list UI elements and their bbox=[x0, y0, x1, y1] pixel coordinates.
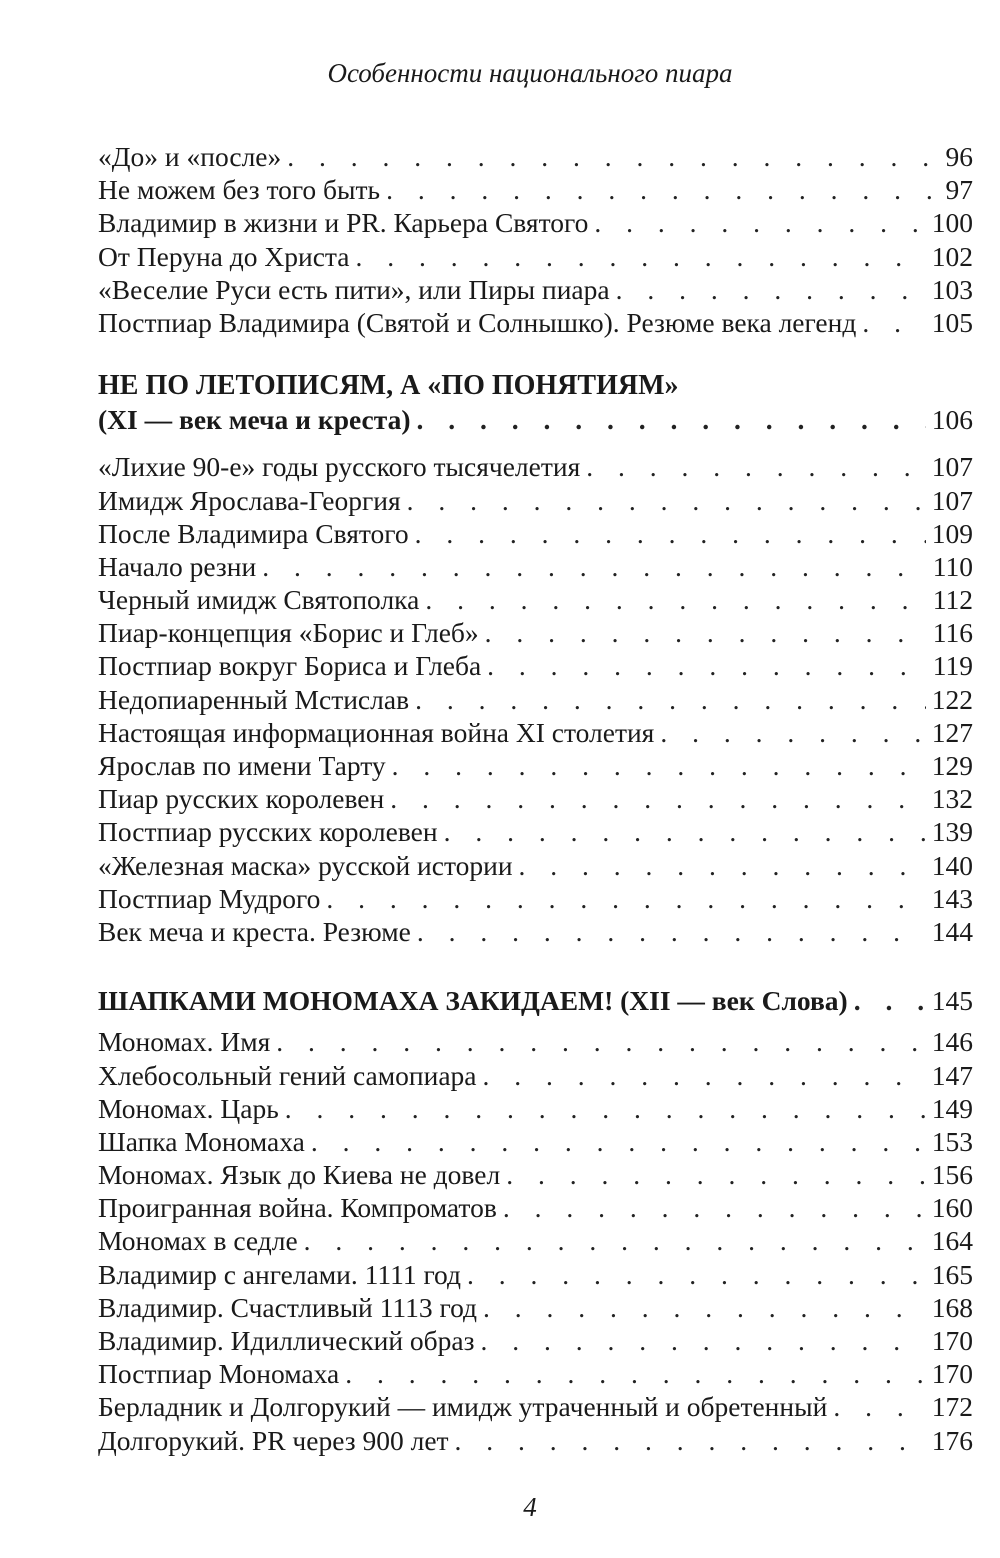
dot-leader bbox=[483, 1059, 926, 1092]
toc-entry[interactable] bbox=[98, 1059, 973, 1092]
toc-entry-page: 176 bbox=[931, 1424, 973, 1456]
toc-entry-title: Недопиаренный Мстислав bbox=[98, 683, 410, 715]
toc-entry-page: 168 bbox=[931, 1291, 973, 1323]
section-entries bbox=[98, 1025, 973, 1456]
toc-entry-title: Настоящая информационная война XI столетия bbox=[98, 716, 655, 748]
toc-entry[interactable] bbox=[98, 1224, 973, 1257]
toc-entry[interactable] bbox=[98, 484, 973, 517]
toc-entry-page: 102 bbox=[931, 240, 973, 272]
dot-leader bbox=[660, 716, 925, 749]
toc-entry-title: Хлебосольный гений самопиара bbox=[98, 1059, 477, 1091]
toc-entry-title: Не можем без того быть bbox=[98, 174, 381, 206]
toc-entry[interactable] bbox=[98, 1424, 973, 1457]
section-subtitle: (XI — век меча и креста) bbox=[98, 404, 411, 436]
dot-leader bbox=[862, 306, 925, 339]
toc-entry-title: Начало резни bbox=[98, 550, 257, 582]
toc-entry-page: 97 bbox=[945, 174, 973, 206]
toc-entry-page: 146 bbox=[931, 1026, 973, 1058]
dot-leader bbox=[415, 517, 926, 550]
toc-entry-title: «До» и «после» bbox=[98, 141, 282, 172]
toc-entry-title: Мономах. Язык до Киева не довел bbox=[98, 1159, 501, 1191]
toc-entry[interactable] bbox=[98, 1357, 973, 1390]
toc-entry-page: 105 bbox=[931, 306, 973, 338]
toc-entry[interactable] bbox=[98, 915, 973, 948]
section-title[interactable]: НЕ ПО ЛЕТОПИСЯМ, А «ПО ПОНЯТИЯМ» bbox=[98, 370, 679, 402]
toc-entry-title: Владимир в жизни и PR. Карьера Святого bbox=[98, 207, 589, 239]
page-number: 4 bbox=[523, 1492, 537, 1522]
toc-entry-title: Мономах в седле bbox=[98, 1225, 298, 1257]
toc-entry-page: 144 bbox=[931, 915, 973, 947]
toc-entry-title: После Владимира Святого bbox=[98, 517, 409, 549]
dot-leader bbox=[444, 815, 926, 848]
toc-entry-title: Постпиар русских королевен bbox=[98, 816, 438, 848]
toc-entry[interactable] bbox=[98, 815, 973, 848]
toc-entry[interactable] bbox=[98, 1291, 973, 1324]
toc-entry[interactable] bbox=[98, 882, 973, 915]
toc-entry-page: 153 bbox=[931, 1125, 973, 1157]
dot-leader bbox=[417, 403, 926, 436]
section-page: 106 bbox=[931, 404, 973, 436]
dot-leader bbox=[586, 450, 926, 483]
running-head: Особенности национального пиара bbox=[327, 58, 733, 88]
toc-entry-page: 164 bbox=[931, 1225, 973, 1257]
dot-leader bbox=[425, 583, 926, 616]
table-of-contents bbox=[98, 140, 973, 1457]
toc-entry-page: 109 bbox=[931, 517, 973, 549]
toc-entry-title: Берладник и Долгорукий — имидж утраченный и обретенный bbox=[98, 1391, 828, 1423]
toc-entry-title: Владимир с ангелами. 1111 год bbox=[98, 1258, 462, 1290]
toc-entry-title: Пиар-концепция «Борис и Глеб» bbox=[98, 617, 479, 649]
toc-entry[interactable] bbox=[98, 849, 973, 882]
toc-entry[interactable] bbox=[98, 749, 973, 782]
section-title: ШАПКАМИ МОНОМАХА ЗАКИДАЕМ! (XII — век Слова) bbox=[98, 985, 848, 1017]
toc-entry-page: 165 bbox=[931, 1258, 973, 1290]
toc-entry[interactable] bbox=[98, 306, 973, 339]
toc-entry-title: От Перуна до Христа bbox=[98, 240, 350, 272]
toc-entry[interactable] bbox=[98, 649, 973, 682]
toc-entry[interactable] bbox=[98, 583, 973, 616]
section-subtitle-entry[interactable] bbox=[98, 403, 973, 436]
toc-entry-page: 110 bbox=[932, 550, 973, 582]
toc-entry-page: 116 bbox=[932, 617, 973, 649]
dot-leader bbox=[355, 240, 925, 273]
toc-entry-page: 143 bbox=[931, 882, 973, 914]
toc-entry-page: 149 bbox=[931, 1092, 973, 1124]
toc-entry[interactable] bbox=[98, 273, 973, 306]
toc-entry-page: 170 bbox=[931, 1358, 973, 1390]
toc-entry[interactable] bbox=[98, 782, 973, 815]
toc-entry[interactable] bbox=[98, 1191, 973, 1224]
toc-entry[interactable] bbox=[98, 1390, 973, 1423]
dot-leader bbox=[311, 1125, 926, 1158]
toc-entry[interactable] bbox=[98, 206, 973, 239]
dot-leader bbox=[287, 140, 931, 173]
toc-entry[interactable] bbox=[98, 517, 973, 550]
toc-entry[interactable] bbox=[98, 1092, 973, 1125]
toc-entry-page: 172 bbox=[931, 1391, 973, 1423]
toc-entry[interactable] bbox=[98, 683, 973, 716]
toc-entry-title: Долгорукий. PR через 900 лет bbox=[98, 1424, 449, 1456]
toc-entry-title: Век меча и креста. Резюме bbox=[98, 915, 411, 947]
toc-entry-page: 96 bbox=[945, 141, 973, 172]
toc-entry-page: 119 bbox=[932, 650, 973, 682]
toc-entry-page: 140 bbox=[931, 849, 973, 881]
toc-entry[interactable] bbox=[98, 173, 973, 206]
section-page: 145 bbox=[931, 985, 973, 1017]
dot-leader bbox=[485, 616, 927, 649]
toc-entry[interactable] bbox=[98, 1258, 973, 1291]
section-xi-century bbox=[98, 369, 973, 948]
dot-leader bbox=[386, 173, 931, 206]
toc-entry-title: Постпиар Владимира (Святой и Солнышко). Резюме века легенд bbox=[98, 306, 857, 338]
section-title-entry[interactable] bbox=[98, 984, 973, 1017]
toc-entry-page: 112 bbox=[932, 584, 973, 616]
dot-leader bbox=[390, 782, 926, 815]
toc-entry[interactable] bbox=[98, 450, 973, 483]
toc-entry-page: 107 bbox=[931, 451, 973, 483]
toc-entry[interactable] bbox=[98, 616, 973, 649]
dot-leader bbox=[326, 882, 925, 915]
toc-entry-title: Постпиар вокруг Бориса и Глеба bbox=[98, 650, 482, 682]
toc-entry-title: Владимир. Счастливый 1113 год bbox=[98, 1291, 478, 1323]
toc-entry-title: «Лихие 90-е» годы русского тысячелетия bbox=[98, 451, 581, 483]
toc-entry-title: Постпиар Мудрого bbox=[98, 882, 321, 914]
toc-entry-title: «Веселие Руси есть пити», или Пиры пиара bbox=[98, 273, 610, 305]
toc-entry[interactable] bbox=[98, 1125, 973, 1158]
dot-leader bbox=[616, 273, 926, 306]
toc-entry-page: 156 bbox=[931, 1159, 973, 1191]
toc-entry[interactable] bbox=[98, 240, 973, 273]
dot-leader bbox=[594, 206, 925, 239]
toc-entry[interactable] bbox=[98, 716, 973, 749]
dot-leader bbox=[345, 1357, 925, 1390]
toc-entry-page: 103 bbox=[931, 273, 973, 305]
dot-leader bbox=[854, 984, 926, 1017]
dot-leader bbox=[519, 849, 926, 882]
dot-leader bbox=[392, 749, 926, 782]
toc-entry[interactable] bbox=[98, 1025, 973, 1058]
dot-leader bbox=[455, 1424, 926, 1457]
toc-entry-title: Постпиар Мономаха bbox=[98, 1358, 340, 1390]
toc-entry-page: 129 bbox=[931, 750, 973, 781]
dot-leader bbox=[481, 1324, 926, 1357]
toc-entry-page: 160 bbox=[931, 1192, 973, 1224]
dot-leader bbox=[304, 1224, 926, 1257]
toc-entry-title: Ярослав по имени Тарту bbox=[98, 750, 386, 781]
toc-entry[interactable] bbox=[98, 1158, 973, 1191]
toc-entry-page: 132 bbox=[931, 783, 973, 815]
toc-entry-title: Пиар русских королевен bbox=[98, 783, 385, 815]
section-entries bbox=[98, 450, 973, 948]
dot-leader bbox=[276, 1025, 925, 1058]
dot-leader bbox=[285, 1092, 926, 1125]
dot-leader bbox=[415, 683, 926, 716]
toc-entry-page: 100 bbox=[931, 207, 973, 239]
toc-entry[interactable] bbox=[98, 1324, 973, 1357]
dot-leader bbox=[503, 1191, 926, 1224]
dot-leader bbox=[467, 1258, 926, 1291]
toc-entry-title: Мономах. Царь bbox=[98, 1092, 279, 1124]
toc-entry-title: «Железная маска» русской истории bbox=[98, 849, 513, 881]
dot-leader bbox=[262, 550, 927, 583]
toc-entry-page: 107 bbox=[931, 484, 973, 516]
toc-entry-title: Владимир. Идиллический образ bbox=[98, 1325, 475, 1356]
toc-entry-title: Черный имидж Святополка bbox=[98, 584, 420, 616]
dot-leader bbox=[833, 1390, 925, 1423]
dot-leader bbox=[417, 915, 926, 948]
toc-entry[interactable] bbox=[98, 550, 973, 583]
toc-entry-title: Имидж Ярослава-Георгия bbox=[98, 484, 401, 516]
toc-entry-page: 122 bbox=[931, 683, 973, 715]
dot-leader bbox=[407, 484, 926, 517]
dot-leader bbox=[506, 1158, 926, 1191]
toc-entry-page: 147 bbox=[931, 1059, 973, 1091]
section-xii-century bbox=[98, 984, 973, 1457]
dot-leader bbox=[483, 1291, 926, 1324]
toc-entry-title: Мономах. Имя bbox=[98, 1026, 271, 1058]
toc-entry-page: 170 bbox=[931, 1325, 973, 1356]
dot-leader bbox=[487, 649, 927, 682]
toc-entry-title: Шапка Мономаха bbox=[98, 1125, 305, 1157]
toc-entry[interactable] bbox=[98, 140, 973, 173]
toc-entry-title: Проигранная война. Компроматов bbox=[98, 1192, 497, 1224]
intro-entries bbox=[98, 140, 973, 339]
toc-entry-page: 127 bbox=[931, 716, 973, 748]
toc-entry-page: 139 bbox=[931, 816, 973, 848]
